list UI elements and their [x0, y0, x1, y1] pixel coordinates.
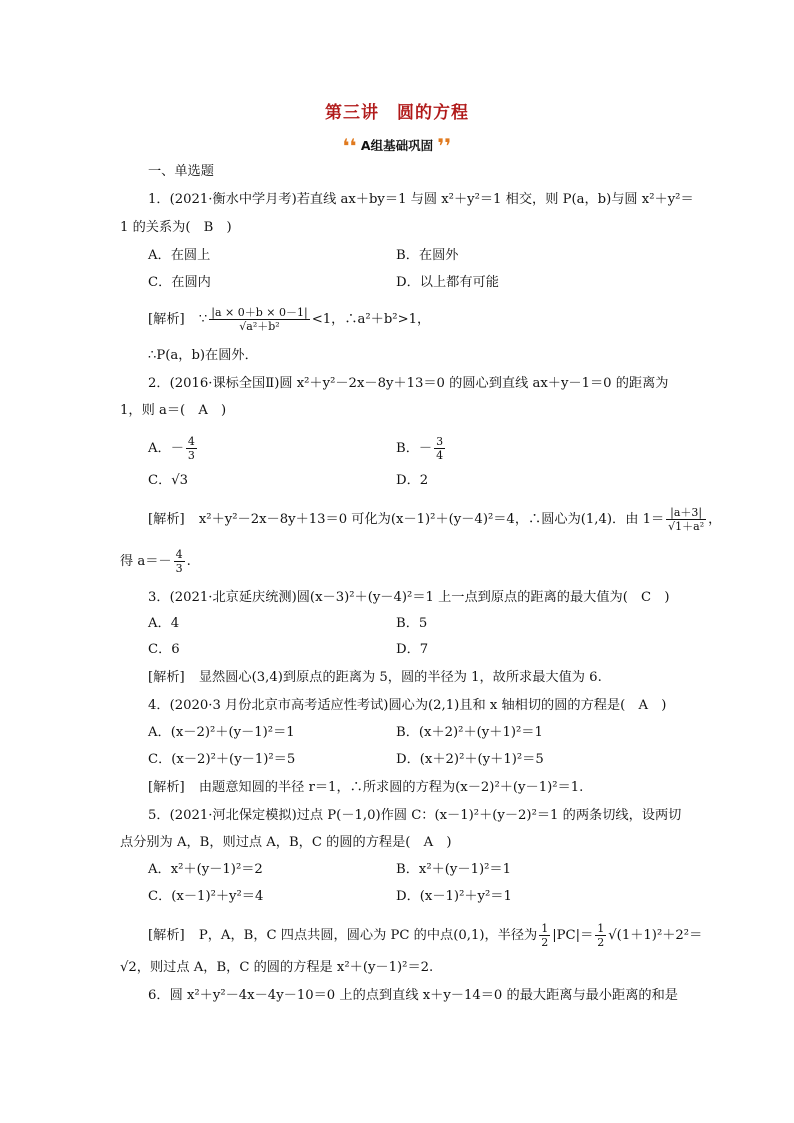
q2-sol-fraction — [666, 506, 706, 533]
q1-sol-fraction — [209, 306, 309, 333]
q1-sol-post: <1，∴a²＋b²>1， — [311, 312, 431, 327]
group-banner — [0, 134, 794, 158]
q1-stem-line1: 1．(2021·衡水中学月考)若直线 ax＋by＝1 与圆 x²＋y²＝1 相交，则 P(a，b)与圆 x²＋y²＝ — [148, 192, 694, 207]
q5-sol-end: √(1＋1)²＋2²＝ — [608, 928, 703, 943]
solution-tag: [解析] — [148, 512, 185, 527]
page-title: 第三讲 圆的方程 — [325, 103, 469, 123]
q2-b-fraction — [434, 435, 445, 462]
quote-close-icon: ❜❜ — [437, 134, 452, 158]
q2-a-den: 3 — [187, 449, 195, 462]
q2-sol2-prefix: 得 a＝－ — [120, 554, 172, 569]
section-heading: 一、单选题 — [148, 164, 214, 179]
q4-option-c: C．(x－2)²＋(y－1)²＝5 — [148, 752, 296, 767]
q2-sol2-end: . — [186, 554, 191, 569]
q1-option-a: A．在圆上 — [148, 248, 211, 263]
q5-solution — [148, 922, 702, 949]
q2-b-prefix: B．－ — [396, 441, 433, 456]
q5-stem-line2: 点分别为 A，B，则过点 A，B，C 的圆的方程是( A ) — [120, 835, 452, 850]
q2-solution — [148, 506, 721, 533]
q5-sol-frac2 — [595, 922, 606, 949]
q5-sol-text: P，A，B，C 四点共圆，圆心为 PC 的中点(0,1)，半径为 — [198, 928, 538, 943]
q3-sol-text: 显然圆心(3,4)到原点的距离为 5，圆的半径为 1，故所求最大值为 6. — [198, 670, 602, 685]
q5-f2-den: 2 — [597, 936, 605, 949]
q5-stem-line1: 5．(2021·河北保定模拟)过点 P(－1,0)作圆 C：(x－1)²＋(y－2)²＝1 的两条切线，设两切 — [148, 808, 682, 823]
q2-sol-end: ， — [708, 512, 722, 527]
q1-sol-pre: ∵ — [198, 312, 208, 327]
q5-sol-mid: |PC|＝ — [552, 928, 594, 943]
solution-tag: [解析] — [148, 928, 185, 943]
q2-sol2-num: 4 — [175, 548, 183, 561]
q4-stem: 4．(2020·3 月份北京市高考适应性考试)圆心为(2,1)且和 x 轴相切的圆的方程是( A ) — [148, 698, 667, 713]
q2-sol-den: √1＋a² — [668, 520, 705, 533]
q6-stem: 6．圆 x²＋y²－4x－4y－10＝0 上的点到直线 x＋y－14＝0 的最大距离与最小距离的和是 — [148, 988, 678, 1003]
q1-option-c: C．在圆内 — [148, 275, 211, 290]
quote-open-icon: ❛❛ — [342, 134, 357, 158]
q2-b-den: 4 — [436, 449, 444, 462]
q2-sol2-den: 3 — [175, 562, 183, 575]
q4-option-b: B．(x＋2)²＋(y＋1)²＝1 — [396, 725, 543, 740]
q2-option-c: C．√3 — [148, 473, 189, 488]
solution-tag: [解析] — [148, 780, 185, 795]
q3-option-b: B．5 — [396, 616, 428, 631]
q2-option-a — [148, 435, 199, 462]
q4-solution — [148, 778, 583, 798]
q1-stem-line2: 1 的关系为( B ) — [120, 220, 232, 235]
q4-option-a: A．(x－2)²＋(y－1)²＝1 — [148, 725, 295, 740]
solution-tag: [解析] — [148, 312, 185, 327]
q1-option-b: B．在圆外 — [396, 248, 459, 263]
q5-f1-num: 1 — [541, 922, 549, 935]
q1-option-d: D．以上都有可能 — [396, 275, 499, 290]
q5-option-a: A．x²＋(y－1)²＝2 — [148, 862, 263, 877]
q2-solution-line2 — [120, 548, 191, 575]
q5-f1-den: 2 — [541, 936, 549, 949]
q1-solution-line2: ∴P(a，b)在圆外． — [148, 348, 258, 363]
q2-a-fraction — [186, 435, 197, 462]
q2-stem-line2: 1，则 a＝( A ) — [120, 403, 227, 418]
q2-sol-num: |a＋3| — [666, 506, 706, 520]
q2-stem-line1: 2．(2016·课标全国Ⅱ)圆 x²＋y²－2x－8y＋13＝0 的圆心到直线 ax＋y－1＝0 的距离为 — [148, 376, 669, 391]
q2-a-prefix: A．－ — [148, 441, 184, 456]
q1-sol-den: √a²＋b² — [239, 320, 280, 333]
q2-option-d: D．2 — [396, 473, 429, 488]
q4-sol-text: 由题意知圆的半径 r＝1，∴所求圆的方程为(x－2)²＋(y－1)²＝1. — [198, 780, 584, 795]
q1-sol-num: |a × 0＋b × 0－1| — [211, 306, 308, 319]
q3-option-c: C．6 — [148, 642, 180, 657]
q2-sol-text: x²＋y²－2x－8y＋13＝0 可化为(x－1)²＋(y－4)²＝4，∴圆心为(1,4)．由 1＝ — [198, 512, 665, 527]
q5-option-d: D．(x－1)²＋y²＝1 — [396, 889, 512, 904]
q2-b-num: 3 — [436, 435, 444, 448]
q5-option-b: B．x²＋(y－1)²＝1 — [396, 862, 511, 877]
q2-option-b — [396, 435, 447, 462]
solution-tag: [解析] — [148, 670, 185, 685]
q3-solution — [148, 668, 602, 688]
q1-solution — [148, 306, 430, 333]
q3-option-d: D．7 — [396, 642, 429, 657]
q3-option-a: A．4 — [148, 616, 180, 631]
q2-sol2-fraction — [174, 548, 185, 575]
q4-option-d: D．(x＋2)²＋(y＋1)²＝5 — [396, 752, 544, 767]
q5-option-c: C．(x－1)²＋y²＝4 — [148, 889, 264, 904]
q5-solution-line2: √2，则过点 A，B，C 的圆的方程是 x²＋(y－1)²＝2. — [120, 960, 434, 975]
q5-f2-num: 1 — [597, 922, 605, 935]
q3-stem: 3．(2021·北京延庆统测)圆(x－3)²＋(y－4)²＝1 上一点到原点的距离的最大值为( C ) — [148, 590, 670, 605]
banner-label: A组基础巩固 — [360, 138, 434, 153]
q5-sol-frac1 — [539, 922, 550, 949]
q2-a-num: 4 — [187, 435, 195, 448]
